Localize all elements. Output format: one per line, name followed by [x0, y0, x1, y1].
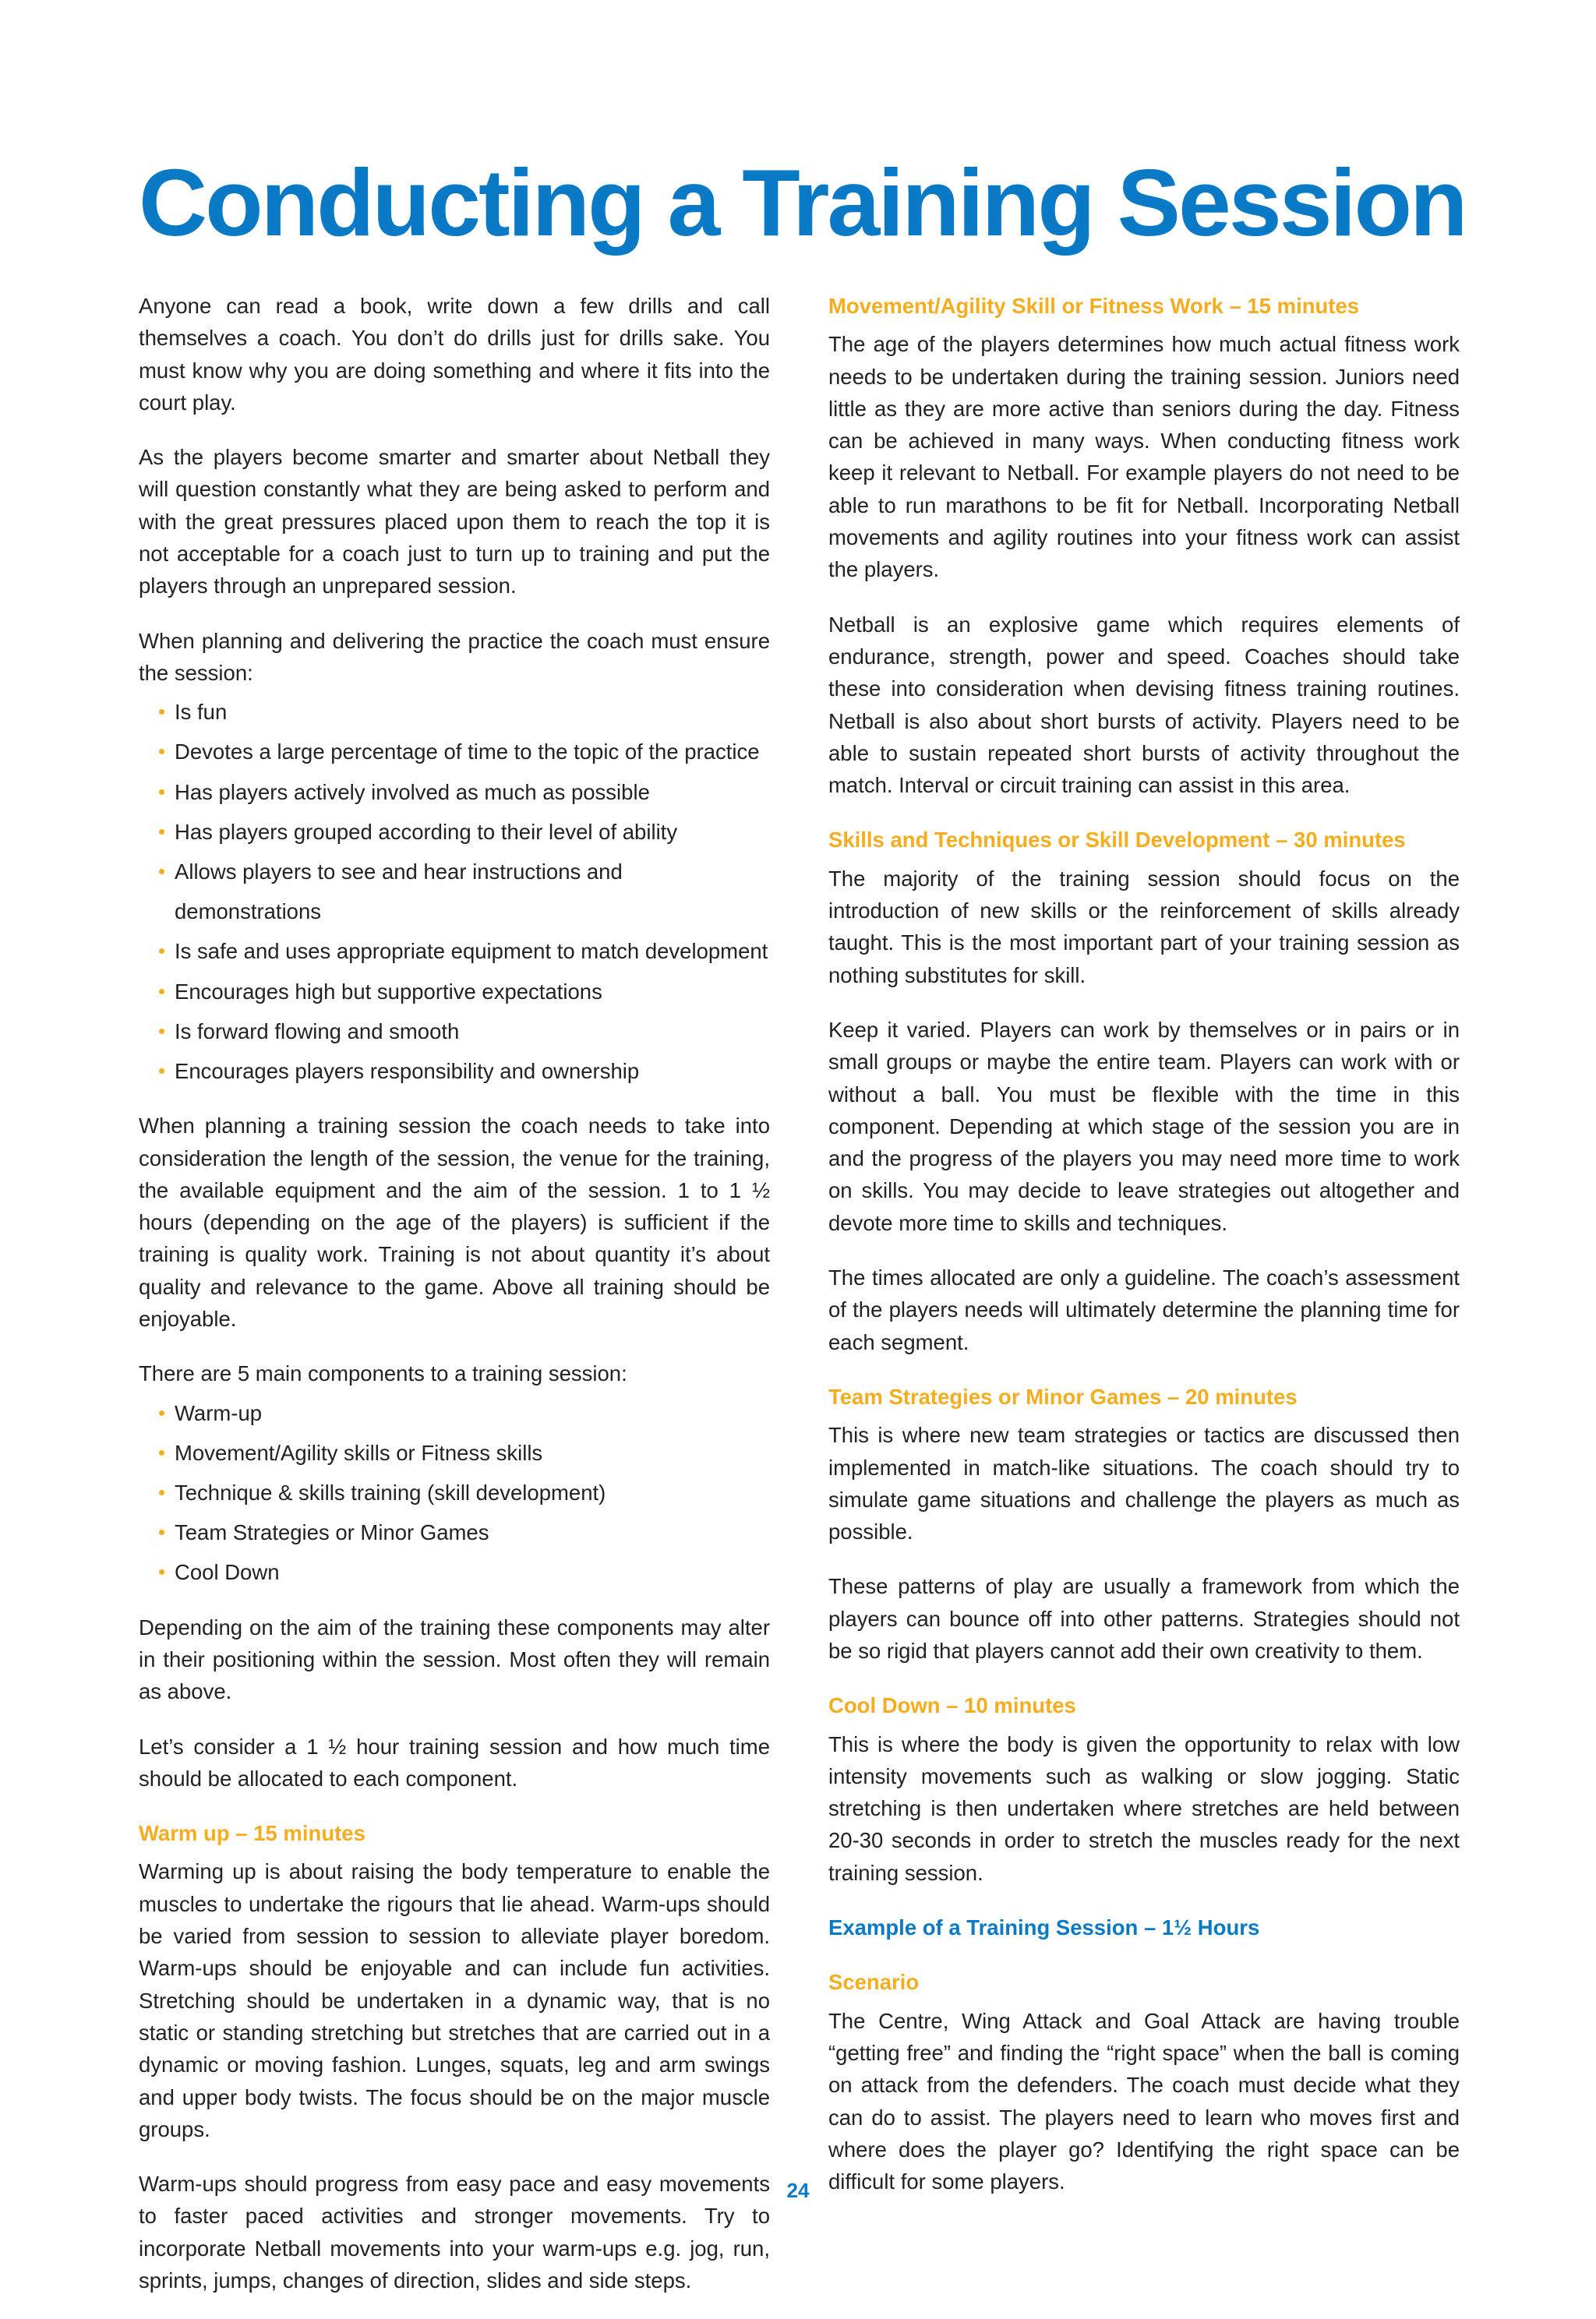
list-item: Encourages players responsibility and ownership	[159, 1051, 770, 1091]
paragraph: Depending on the aim of the training these components may alter in their positioning within the session. Most often they will remain as above.	[139, 1615, 770, 1704]
list-item: Is fun	[159, 692, 770, 732]
paragraph: Warming up is about raising the body temperature to enable the muscles to undertake the rigours that lie ahead. Warm-ups should be varied from session to session to alleviate player boredom. Warm-ups should be enjoyable and can include fun activities. Stretching should be undertaken in a dynamic way, that is no static or standing stretching but stretches that are carried out in a dynamic or moving fashion. Lunges, squats, leg and arm swings and upper body twists. The focus should be on the major muscle groups.	[139, 1859, 770, 2141]
left-column	[139, 290, 770, 2319]
paragraph: These patterns of play are usually a framework from which the players can bounce off into other patterns. Strategies should not be so rigid that players cannot add their own creativity to them.	[828, 1574, 1460, 1663]
components-list	[139, 1393, 770, 1593]
page-title: Conducting a Training Session	[139, 150, 1466, 256]
intro-paragraph: Anyone can read a book, write down a few drills and call themselves a coach. You don’t do drills just for drills sake. You must know why you are doing something and where it fits into the court play.	[139, 294, 770, 415]
list-item: Allows players to see and hear instructions and demonstrations	[159, 852, 770, 931]
list-item: Encourages high but supportive expectations	[159, 972, 770, 1011]
list-item: Has players grouped according to their level of ability	[159, 812, 770, 852]
list-item: Devotes a large percentage of time to the topic of the practice	[159, 732, 770, 771]
example-heading: Example of a Training Session – 1½ Hours	[828, 1915, 1260, 1940]
paragraph: As the players become smarter and smarter about Netball they will question constantly what they are being asked to perform and with the great pressures placed upon them to reach the top it is not acceptable for a coach just to turn up to training and put the players through an unprepared session.	[139, 445, 770, 598]
team-strategies-heading: Team Strategies or Minor Games – 20 minutes	[828, 1384, 1298, 1409]
paragraph: Let’s consider a 1 ½ hour training session and how much time should be allocated to each component.	[139, 1734, 770, 1791]
paragraph: This is where new team strategies or tactics are discussed then implemented in match-like situations. The coach should try to simulate game situations and challenge the players as much as possible.	[828, 1423, 1460, 1544]
cooldown-heading: Cool Down – 10 minutes	[828, 1693, 1076, 1718]
right-column	[828, 290, 1460, 2220]
paragraph: Netball is an explosive game which requires elements of endurance, strength, power and speed. Coaches should take these into consideration when devising fitness training routines. Netball is also about short bursts of activity. Players need to be able to sustain repeated short bursts of activity throughout the match. Interval or circuit training can assist in this area.	[828, 612, 1460, 798]
session-criteria-list	[139, 692, 770, 1091]
scenario-heading: Scenario	[828, 1970, 920, 1995]
list-item: Technique & skills training (skill development)	[159, 1473, 770, 1512]
list-item: Cool Down	[159, 1552, 770, 1592]
page-number: 24	[786, 2179, 810, 2202]
list-item: Movement/Agility skills or Fitness skills	[159, 1433, 770, 1473]
paragraph: This is where the body is given the opportunity to relax with low intensity movements such as walking or slow jogging. Static stretching is then undertaken where stretches are held between 20-30 seconds in order to stretch the muscles ready for the next training session.	[828, 1731, 1460, 1885]
paragraph: Warm-ups should progress from easy pace and easy movements to faster paced activities and stronger movements. Try to incorporate Netball movements into your warm-ups e.g. jog, run, sprints, jumps, changes of direction, slides and side steps.	[139, 2172, 770, 2293]
warmup-heading: Warm up – 15 minutes	[139, 1821, 365, 1846]
paragraph: The Centre, Wing Attack and Goal Attack are having trouble “getting free” and finding the “right space” when the ball is coming on attack from the defenders. The coach must decide what they can do to assist. The players need to learn who moves first and where does the player go? Identifying the right space can be difficult for some players.	[828, 2008, 1460, 2194]
paragraph: The majority of the training session should focus on the introduction of new skills or the reinforcement of skills already taught. This is the most important part of your training session as nothing substitutes for skill.	[828, 866, 1460, 987]
movement-heading: Movement/Agility Skill or Fitness Work – 15 minutes	[828, 294, 1360, 318]
paragraph: Keep it varied. Players can work by themselves or in pairs or in small groups or maybe the entire team. Players can work with or without a ball. You must be flexible with the time in this component. Depending at which stage of the session you are in and the progress of the players you may need more time to work on skills. You may decide to leave strategies out altogether and devote more time to skills and techniques.	[828, 1017, 1460, 1235]
list-item: Has players actively involved as much as possible	[159, 772, 770, 812]
skills-heading: Skills and Techniques or Skill Development – 30 minutes	[828, 828, 1406, 852]
list-item: Warm-up	[159, 1393, 770, 1433]
paragraph: When planning and delivering the practice the coach must ensure the session:	[139, 628, 770, 685]
list-item: Is safe and uses appropriate equipment to match development	[159, 931, 770, 971]
paragraph: When planning a training session the coach needs to take into consideration the length of the session, the venue for the training, the available equipment and the aim of the session. 1 to 1 ½ hours (depending on the age of the players) is sufficient if the training is quality work. Training is not about quantity it’s about quality and relevance to the game. Above all training should be enjoyable.	[139, 1114, 770, 1332]
paragraph: The age of the players determines how much actual fitness work needs to be undertaken during the training session. Juniors need little as they are more active than seniors during the day. Fitness can be achieved in many ways. When conducting fitness work keep it relevant to Netball. For example players do not need to be able to run marathons to be fit for Netball. Incorporating Netball movements and agility routines into your fitness work can assist the players.	[828, 332, 1460, 582]
paragraph: The times allocated are only a guideline. The coach’s assessment of the players needs will ultimately determine the planning time for each segment.	[828, 1265, 1460, 1354]
list-item: Is forward flowing and smooth	[159, 1011, 770, 1051]
paragraph: There are 5 main components to a training session:	[139, 1361, 627, 1386]
list-item: Team Strategies or Minor Games	[159, 1512, 770, 1552]
